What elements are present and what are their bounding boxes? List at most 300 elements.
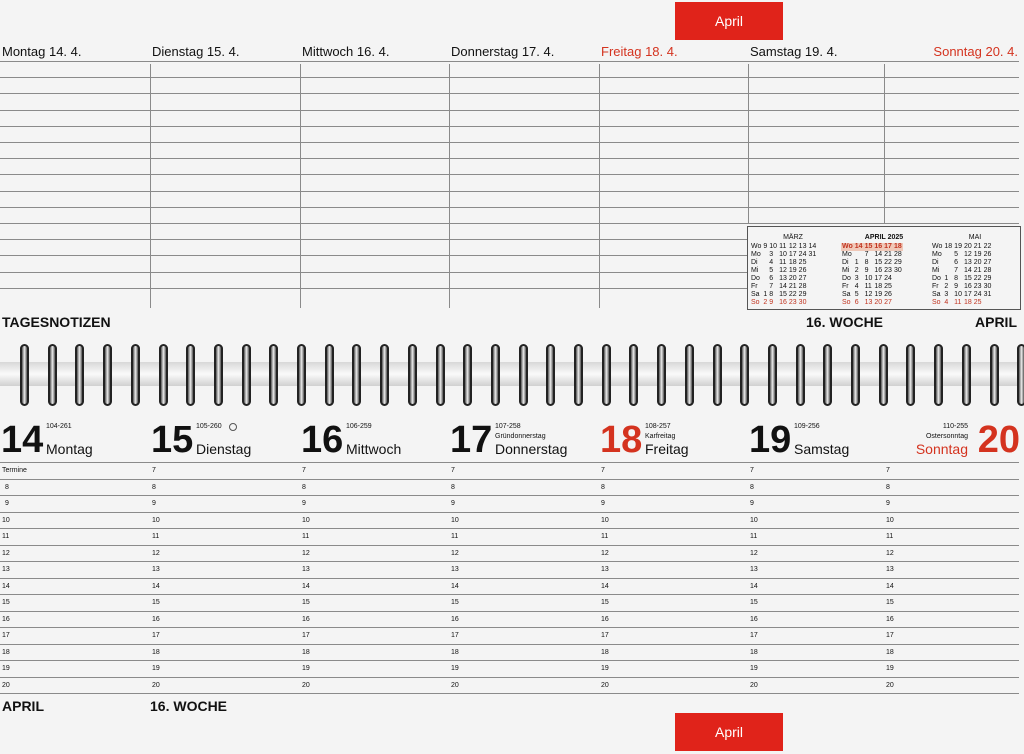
day-number-17: 17 [450, 419, 493, 461]
schedule-line [0, 561, 1019, 562]
schedule-line [0, 495, 1019, 496]
hour-label: 9 [750, 500, 754, 507]
notes-line [0, 207, 1019, 208]
mini-day-cell: 14 [874, 251, 883, 258]
mini-day-cell [893, 283, 903, 291]
hour-label: 16 [750, 615, 758, 623]
mini-day-cell: Fr [842, 283, 849, 290]
hour-label: 19 [451, 665, 459, 672]
spiral-ring [463, 344, 472, 406]
hour-label: 16 [601, 615, 609, 623]
day-header-3: Mittwoch 16. 4. [302, 44, 390, 59]
hour-label: 11 [601, 533, 609, 540]
hour-label: 7 [302, 467, 306, 474]
mini-day-cell: 12 [779, 267, 787, 274]
spiral-ring [214, 344, 223, 406]
hour-label: 15 [2, 599, 10, 606]
hour-label: 13 [2, 566, 10, 573]
hour-label: 10 [302, 516, 310, 524]
mini-day-cell: 1 [944, 275, 949, 282]
mini-day-cell: 17 [788, 251, 797, 258]
hour-label: 15 [302, 599, 310, 606]
mini-day-cell: 30 [798, 299, 807, 306]
mini-day-cell: 22 [973, 275, 982, 282]
mini-day-cell: 25 [973, 299, 982, 306]
spiral-ring [796, 344, 805, 406]
spiral-ring [48, 344, 57, 406]
mini-header-cell: 16 [874, 243, 883, 250]
mini-header-cell: 12 [788, 243, 797, 250]
mini-header-cell: 19 [954, 243, 962, 250]
mini-day-cell: 7 [864, 251, 869, 258]
spiral-ring [408, 344, 417, 406]
schedule-line [0, 578, 1019, 579]
spiral-ring [131, 344, 140, 406]
notes-column-divider [300, 64, 301, 308]
spiral-ring [103, 344, 112, 406]
hour-label: 7 [152, 467, 156, 474]
notes-line [0, 255, 747, 256]
hour-label: 13 [451, 566, 459, 573]
month-tab-bottom[interactable]: April [675, 713, 783, 751]
march-title: MÄRZ [783, 234, 803, 241]
hour-label: 14 [601, 582, 609, 590]
spiral-ring [685, 344, 694, 406]
hour-label: 14 [886, 582, 894, 590]
hour-label: 18 [2, 648, 10, 656]
mini-day-cell: Di [932, 259, 939, 266]
may-title: MAI [968, 234, 982, 241]
mini-day-cell: 20 [973, 259, 982, 266]
mini-day-cell: Mi [842, 267, 850, 274]
hour-label: 14 [451, 582, 459, 590]
mini-day-cell: 24 [798, 251, 807, 258]
mini-day-cell: Di [751, 259, 758, 266]
day-number-15: 15 [151, 419, 194, 461]
mini-day-cell: Fr [751, 283, 758, 290]
hour-label: 15 [451, 599, 459, 606]
notes-line [0, 126, 1019, 127]
spiral-ring [851, 344, 860, 406]
hour-label: 7 [886, 467, 890, 474]
mini-day-cell: 14 [779, 283, 787, 290]
holiday-label: Gründonnerstag [495, 433, 546, 440]
schedule-line [0, 462, 1019, 463]
mini-day-cell: 28 [798, 283, 807, 290]
hour-label: 17 [601, 632, 609, 639]
spiral-ring [297, 344, 306, 406]
maerz-table [750, 243, 817, 307]
hour-label: 18 [302, 648, 310, 656]
mini-day-cell: 15 [874, 259, 883, 266]
mini-day-cell [854, 251, 864, 259]
mini-header-cell: 20 [963, 243, 972, 250]
mini-day-cell: 22 [884, 259, 892, 266]
mini-day-cell: 21 [788, 283, 797, 290]
hour-label: 8 [152, 483, 156, 491]
hour-label: 20 [886, 681, 894, 689]
hour-label: 11 [750, 533, 758, 540]
mini-day-cell: 10 [779, 251, 787, 258]
hour-label: 10 [152, 516, 160, 524]
schedule-line [0, 545, 1019, 546]
mini-day-cell: 25 [798, 259, 807, 266]
mini-day-cell: 31 [983, 291, 992, 298]
notes-line [0, 191, 1019, 192]
hour-label: 14 [2, 582, 10, 590]
day-header-6: Samstag 19. 4. [750, 44, 838, 59]
spiral-ring [629, 344, 638, 406]
hour-label: 19 [302, 665, 310, 672]
mini-day-cell: Sa [842, 291, 851, 298]
mini-day-cell [893, 275, 903, 283]
spiral-ring [657, 344, 666, 406]
notes-line [0, 93, 1019, 94]
mini-header-cell: Wo [751, 243, 762, 250]
holiday-label: Ostersonntag [925, 433, 968, 440]
mini-day-cell: 5 [854, 291, 859, 298]
hour-label: 8 [886, 483, 890, 491]
mini-day-cell: 23 [884, 267, 892, 274]
april-title: APRIL 2025 [864, 234, 904, 241]
day-code-1: 104-261 [46, 423, 72, 430]
hour-label: 15 [750, 599, 758, 606]
day-number-14: 14 [1, 419, 44, 461]
mini-header-cell: 22 [983, 243, 992, 250]
spiral-band [0, 362, 1024, 386]
mini-header-cell: Wo [932, 243, 943, 250]
mini-day-cell: 4 [854, 283, 859, 290]
day-number-16: 16 [301, 419, 344, 461]
mini-header-cell: 21 [973, 243, 982, 250]
hour-label: 20 [302, 681, 310, 689]
hour-label: 19 [601, 665, 609, 672]
notes-column-divider [599, 64, 600, 308]
hour-label: 14 [302, 582, 310, 590]
mini-day-cell: 8 [954, 275, 959, 282]
hour-label: 7 [451, 467, 455, 474]
spiral-ring [380, 344, 389, 406]
mini-header-cell: 17 [884, 243, 892, 250]
mini-day-cell [807, 283, 817, 291]
hour-label: 13 [601, 566, 609, 573]
day-name-3: Mittwoch [346, 441, 402, 457]
hour-label: 9 [152, 500, 156, 507]
termine-label: Termine [2, 467, 27, 474]
schedule-line [0, 611, 1019, 612]
mini-day-cell: Fr [932, 283, 939, 290]
mini-day-cell: 15 [963, 275, 972, 282]
mini-day-cell: Sa [751, 291, 760, 298]
week-label: 16. WOCHE [806, 314, 884, 330]
mini-header-cell: Wo [842, 243, 853, 250]
mini-header-cell: 15 [864, 243, 873, 250]
mini-header-cell: 14 [808, 243, 817, 250]
mini-day-cell [807, 267, 817, 275]
hour-label: 16 [451, 615, 459, 623]
day-number-20: 20 [977, 419, 1020, 461]
mini-day-cell: 16 [874, 267, 883, 274]
mini-day-cell [893, 299, 903, 307]
day-header-5: Freitag 18. 4. [601, 44, 678, 59]
spiral-ring [934, 344, 943, 406]
mini-day-cell [943, 251, 953, 259]
mini-day-cell: 2 [944, 283, 949, 290]
mini-day-cell: 10 [954, 291, 962, 298]
mini-day-cell: 29 [983, 275, 992, 282]
hour-label: 20 [750, 681, 758, 689]
mini-day-cell: 9 [769, 299, 774, 306]
schedule-line [0, 594, 1019, 595]
hour-label: 20 [451, 681, 459, 689]
mini-day-cell [807, 291, 817, 299]
mini-day-cell: So [842, 299, 851, 306]
mini-day-cell: 2 [763, 299, 768, 306]
mini-day-cell: 23 [973, 283, 982, 290]
spiral-ring [906, 344, 915, 406]
spiral-ring [20, 344, 29, 406]
mini-header-cell: 11 [779, 243, 787, 250]
notes-column-divider [884, 64, 885, 224]
mini-day-cell: 13 [963, 259, 972, 266]
schedule-line [0, 512, 1019, 513]
mini-day-cell: 7 [769, 283, 774, 290]
mini-day-cell: 16 [779, 299, 787, 306]
spiral-ring [740, 344, 749, 406]
day-code-5: 108-257 [645, 423, 671, 430]
hour-label: 16 [886, 615, 894, 623]
mini-day-cell: So [751, 299, 760, 306]
hour-label: 17 [451, 632, 459, 639]
hour-label: 9 [886, 500, 890, 507]
hour-label: 11 [302, 533, 310, 540]
mini-header-cell: 14 [854, 243, 863, 250]
day-code-2: 105-260 [196, 423, 222, 430]
mini-day-cell [807, 259, 817, 267]
hour-label: 9 [451, 500, 455, 507]
hour-label: 17 [750, 632, 758, 639]
mini-day-cell: 1 [854, 259, 859, 266]
mini-day-cell: 19 [788, 267, 797, 274]
mini-day-cell: 15 [779, 291, 787, 298]
mini-day-cell: 4 [944, 299, 949, 306]
mini-day-cell: 5 [954, 251, 959, 258]
mini-day-cell: 3 [769, 251, 774, 258]
mini-day-cell [807, 275, 817, 283]
spiral-ring [574, 344, 583, 406]
hour-label: 19 [152, 665, 160, 672]
day-name-2: Dienstag [196, 441, 252, 457]
mini-calendar [747, 226, 1021, 310]
mini-day-cell: 19 [973, 251, 982, 258]
day-name-5: Freitag [645, 441, 689, 457]
spiral-ring [962, 344, 971, 406]
notes-line [0, 272, 747, 273]
day-name-6: Samstag [794, 441, 850, 457]
hour-label: 17 [302, 632, 310, 639]
spiral-ring [519, 344, 528, 406]
mini-day-cell: 26 [983, 251, 992, 258]
hour-label: 8 [601, 483, 605, 491]
mini-day-cell [893, 291, 903, 299]
mini-day-cell: 9 [954, 283, 959, 290]
mini-day-cell: 7 [954, 267, 959, 274]
day-number-18: 18 [600, 419, 643, 461]
hour-label: 19 [2, 665, 10, 672]
mini-day-cell: 24 [973, 291, 982, 298]
mini-day-cell: 21 [973, 267, 982, 274]
mini-day-cell [983, 299, 993, 307]
day-code-4: 107-258 [495, 423, 521, 430]
hour-label: 12 [152, 549, 160, 557]
spiral-ring [242, 344, 251, 406]
mini-day-cell: Mo [751, 251, 761, 258]
mini-day-cell: 11 [779, 259, 787, 266]
mini-day-cell: 19 [874, 291, 883, 298]
notes-line [0, 239, 747, 240]
mini-day-cell: 26 [798, 267, 807, 274]
hour-label: 13 [750, 566, 758, 573]
hour-label: 12 [601, 549, 609, 557]
mini-day-cell [943, 267, 953, 275]
day-header-1: Montag 14. 4. [2, 44, 82, 59]
day-code-6: 109-256 [794, 423, 820, 430]
spiral-ring [602, 344, 611, 406]
hour-label: 19 [750, 665, 758, 672]
mini-day-cell: 20 [874, 299, 883, 306]
day-number-19: 19 [749, 419, 792, 461]
mini-day-cell: 31 [808, 251, 817, 258]
mini-day-cell: 26 [884, 291, 892, 298]
hour-label: 11 [2, 533, 10, 540]
hour-label: 7 [601, 467, 605, 474]
hour-label: 19 [886, 665, 894, 672]
schedule-line [0, 660, 1019, 661]
mini-day-cell: 4 [769, 259, 774, 266]
hour-label: 14 [750, 582, 758, 590]
mai-table [931, 243, 992, 307]
mini-header-cell: 18 [944, 243, 953, 250]
mini-day-cell: 18 [963, 299, 972, 306]
holiday-label: Karfreitag [645, 433, 676, 440]
mini-day-cell: 17 [874, 275, 883, 282]
hour-label: 7 [750, 467, 754, 474]
notes-column-divider [150, 64, 151, 308]
hour-label: 18 [886, 648, 894, 656]
hour-label: 20 [601, 681, 609, 689]
mini-day-cell: 14 [963, 267, 972, 274]
hour-label: 18 [152, 648, 160, 656]
spiral-ring [879, 344, 888, 406]
hour-label: 17 [2, 632, 10, 639]
mini-day-cell: 6 [954, 259, 959, 266]
hour-label: 8 [750, 483, 754, 491]
mini-day-cell: 10 [864, 275, 873, 282]
new-moon-icon [229, 423, 237, 431]
mini-day-cell: 29 [798, 291, 807, 298]
mini-header-cell: 10 [769, 243, 778, 250]
mini-day-cell: 3 [944, 291, 949, 298]
hour-label: 15 [601, 599, 609, 606]
mini-day-cell: 8 [769, 291, 774, 298]
schedule-line-bottom [0, 693, 1019, 694]
mini-day-cell: 20 [788, 275, 797, 282]
hour-label: 20 [152, 681, 160, 689]
day-header-2: Dienstag 15. 4. [152, 44, 240, 59]
spiral-ring [75, 344, 84, 406]
week-label-bottom: 16. WOCHE [150, 698, 228, 714]
mini-day-cell: 23 [788, 299, 797, 306]
mini-day-cell: Do [842, 275, 851, 282]
mini-day-cell [943, 259, 953, 267]
hour-label: 11 [886, 533, 894, 540]
mini-day-cell: 25 [884, 283, 892, 290]
hour-label: 10 [886, 516, 894, 524]
spiral-ring [186, 344, 195, 406]
mini-day-cell: 6 [854, 299, 859, 306]
mini-header-cell: 18 [893, 243, 902, 250]
hour-label: 12 [2, 549, 10, 557]
mini-day-cell: 11 [954, 299, 962, 306]
month-tab-top[interactable]: April [675, 2, 783, 40]
mini-day-cell: Do [932, 275, 941, 282]
mini-day-cell: 8 [864, 259, 869, 266]
mini-day-cell: 12 [963, 251, 972, 258]
spiral-ring [269, 344, 278, 406]
hour-label: 9 [302, 500, 306, 507]
mini-day-cell: 18 [874, 283, 883, 290]
hour-label: 13 [302, 566, 310, 573]
hour-label: 9 [601, 500, 605, 507]
day-header-7: Sonntag 20. 4. [933, 44, 1018, 59]
hour-label: 18 [601, 648, 609, 656]
hour-label: 12 [451, 549, 459, 557]
mini-day-cell: 12 [864, 291, 873, 298]
hour-label: 16 [302, 615, 310, 623]
hour-label: 8 [5, 483, 9, 491]
month-label: APRIL [975, 314, 1017, 330]
day-header-4: Donnerstag 17. 4. [451, 44, 555, 59]
mini-day-cell: 27 [983, 259, 992, 266]
mini-day-cell: 30 [893, 267, 902, 274]
mini-day-cell: 17 [963, 291, 972, 298]
april-table [841, 243, 903, 307]
month-label-bottom: APRIL [2, 698, 44, 714]
hour-label: 16 [152, 615, 160, 623]
mini-day-cell: 27 [884, 299, 892, 306]
mini-day-cell: Mi [751, 267, 759, 274]
mini-day-cell: Mi [932, 267, 940, 274]
mini-day-cell: Di [842, 259, 849, 266]
mini-day-cell: 29 [893, 259, 902, 266]
spiral-ring [768, 344, 777, 406]
notes-column-divider [748, 64, 749, 224]
hour-label: 11 [152, 533, 160, 540]
hour-label: 18 [750, 648, 758, 656]
mini-day-cell: 13 [779, 275, 787, 282]
notes-line [0, 61, 1019, 62]
mini-day-cell: 28 [983, 267, 992, 274]
hour-label: 8 [302, 483, 306, 491]
mini-day-cell: So [932, 299, 941, 306]
hour-label: 10 [601, 516, 609, 524]
day-name-1: Montag [46, 441, 93, 457]
hour-label: 18 [451, 648, 459, 656]
tagesnotizen-heading: TAGESNOTIZEN [2, 314, 111, 330]
day-code-7: 110-255 [942, 423, 968, 430]
hour-label: 12 [886, 549, 894, 557]
mini-day-cell: 30 [983, 283, 992, 290]
